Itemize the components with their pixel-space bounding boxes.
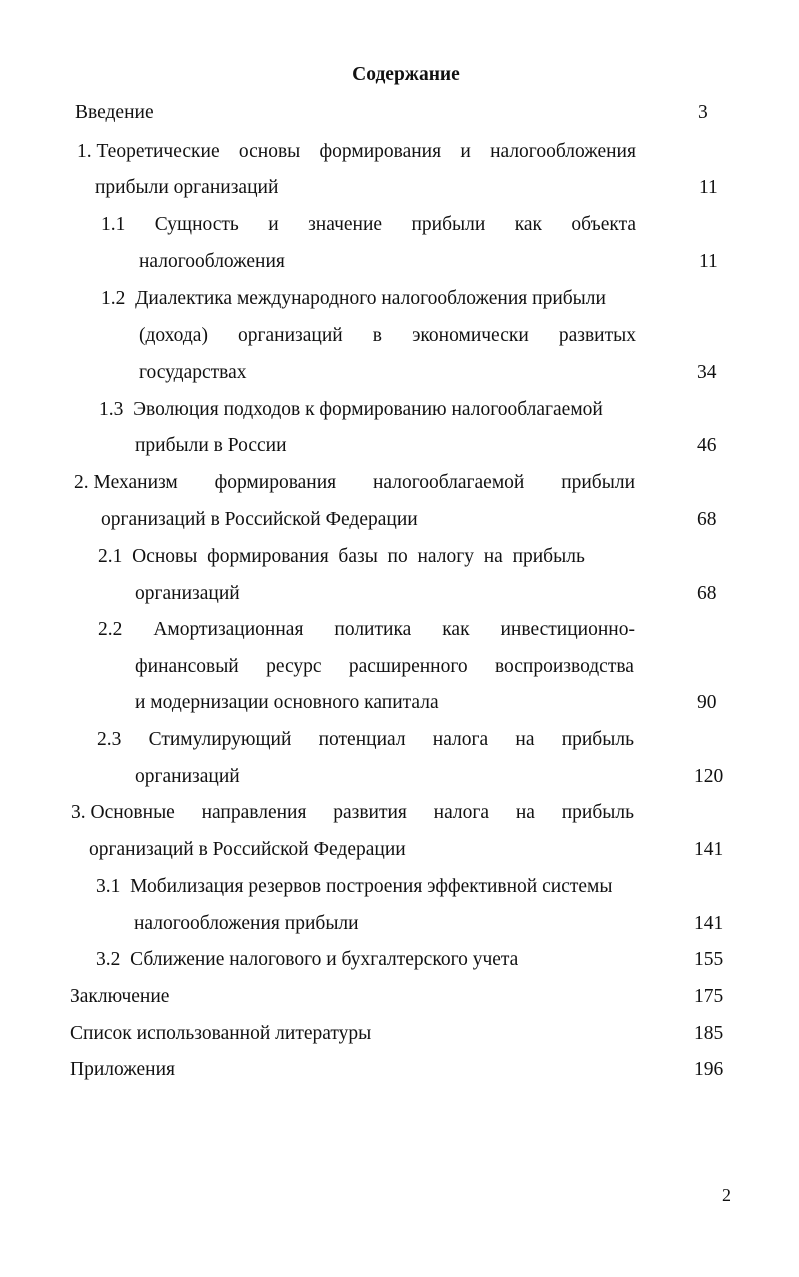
toc-page-s32: 155	[694, 949, 724, 970]
toc-entry-ch2-line2[interactable]: организаций в Российской Федерации	[101, 509, 418, 530]
word: Сущность	[154, 214, 239, 235]
toc-page-conclusion: 175	[694, 986, 724, 1007]
word: организаций	[238, 325, 343, 346]
word: налога	[433, 802, 490, 823]
toc-entry-label: Введение	[75, 102, 154, 123]
toc-entry-s22-line3[interactable]: и модернизации основного капитала	[135, 692, 439, 713]
word: как	[442, 619, 470, 640]
word: воспроизводства	[494, 656, 634, 677]
word: развитых	[558, 325, 636, 346]
word: прибыль	[561, 802, 634, 823]
toc-page-s13: 46	[697, 435, 717, 456]
toc-page-appendix: 196	[694, 1059, 724, 1080]
toc-entry-s31-line1[interactable]: 3.1 Мобилизация резервов построения эффективной системы	[96, 876, 613, 897]
word: развития	[333, 802, 407, 823]
word: как	[514, 214, 543, 235]
word: 3. Основные	[71, 802, 175, 823]
toc-entry-s11-line2[interactable]: налогообложения	[139, 251, 285, 272]
toc-entry-ch2-line1[interactable]	[74, 471, 635, 495]
toc-entry-s23-line2[interactable]: организаций	[135, 766, 240, 787]
toc-title: Содержание	[352, 64, 460, 85]
word: на	[515, 729, 535, 750]
toc-entry-s12-line1[interactable]: 1.2 Диалектика международного налогообложения прибыли	[101, 288, 606, 309]
toc-entry-appendix[interactable]: Приложения	[70, 1059, 175, 1080]
toc-entry-ch3-line2[interactable]: организаций в Российской Федерации	[89, 839, 406, 860]
toc-entry-s12-line3[interactable]: государствах	[139, 362, 247, 383]
toc-entry-s31-line2[interactable]: налогообложения прибыли	[134, 913, 359, 934]
toc-entry-conclusion[interactable]: Заключение	[70, 986, 170, 1007]
toc-entry-s13-line2[interactable]: прибыли в России	[135, 435, 287, 456]
word: 2.2	[98, 619, 123, 640]
word: значение	[308, 214, 383, 235]
word: экономически	[412, 325, 529, 346]
toc-page-literature: 185	[694, 1023, 724, 1044]
toc-entry-s22-line2[interactable]	[135, 655, 634, 679]
toc-page-ch3: 141	[694, 839, 724, 860]
word: основы	[238, 141, 301, 162]
word: Амортизационная	[153, 619, 304, 640]
toc-page-ch1: 11	[699, 177, 718, 198]
toc-entry-s23-line1[interactable]	[97, 728, 634, 752]
toc-entry-s32[interactable]: 3.2 Сближение налогового и бухгалтерского учета	[96, 949, 519, 970]
toc-entry-ch1-line1[interactable]	[77, 140, 636, 164]
toc-entry-ch3-line1[interactable]	[71, 801, 634, 825]
toc-entry-s12-line2[interactable]	[139, 324, 636, 348]
word: 1. Теоретические	[77, 141, 220, 162]
toc-entry-intro[interactable]	[75, 101, 154, 125]
page-number: 2	[722, 1185, 731, 1205]
word: ресурс	[266, 656, 322, 677]
toc-page-s11: 11	[699, 251, 718, 272]
toc-entry-s22-line1[interactable]	[98, 618, 635, 642]
word: формирования	[214, 472, 337, 493]
toc-page-s21: 68	[697, 583, 717, 604]
word: направления	[201, 802, 307, 823]
word: налогооблагаемой	[372, 472, 525, 493]
word: расширенного	[348, 656, 468, 677]
toc-page-s23: 120	[694, 766, 724, 787]
toc-entry-s11-line1[interactable]	[101, 213, 636, 237]
word: и	[268, 214, 279, 235]
toc-page-s31: 141	[694, 913, 724, 934]
word: финансовый	[135, 656, 239, 677]
word: на	[515, 802, 535, 823]
word: Стимулирующий	[148, 729, 292, 750]
toc-page-s22: 90	[697, 692, 717, 713]
word: инвестиционно-	[500, 619, 635, 640]
toc-entry-s21-line1[interactable]: 2.1 Основы формирования базы по налогу на прибыль	[98, 546, 585, 567]
word: политика	[334, 619, 412, 640]
word: налога	[432, 729, 489, 750]
word: 2.3	[97, 729, 122, 750]
word: прибыли	[411, 214, 486, 235]
word: в	[372, 325, 382, 346]
word: формирования	[319, 141, 442, 162]
word: 2. Механизм	[74, 472, 178, 493]
toc-page-intro: 3	[698, 102, 708, 123]
word: объекта	[571, 214, 636, 235]
toc-page-ch2: 68	[697, 509, 717, 530]
toc-entry-ch1-line2[interactable]: прибыли организаций	[95, 177, 279, 198]
word: потенциал	[318, 729, 406, 750]
toc-page-s12: 34	[697, 362, 717, 383]
toc-entry-s21-line2[interactable]: организаций	[135, 583, 240, 604]
toc-entry-literature[interactable]: Список использованной литературы	[70, 1023, 372, 1044]
word: налогообложения	[490, 141, 636, 162]
word: и	[460, 141, 471, 162]
word: прибыли	[561, 472, 635, 493]
toc-entry-s13-line1[interactable]: 1.3 Эволюция подходов к формированию налогооблагаемой	[99, 399, 603, 420]
word: прибыль	[561, 729, 634, 750]
word: 1.1	[101, 214, 126, 235]
word: (дохода)	[139, 325, 208, 346]
